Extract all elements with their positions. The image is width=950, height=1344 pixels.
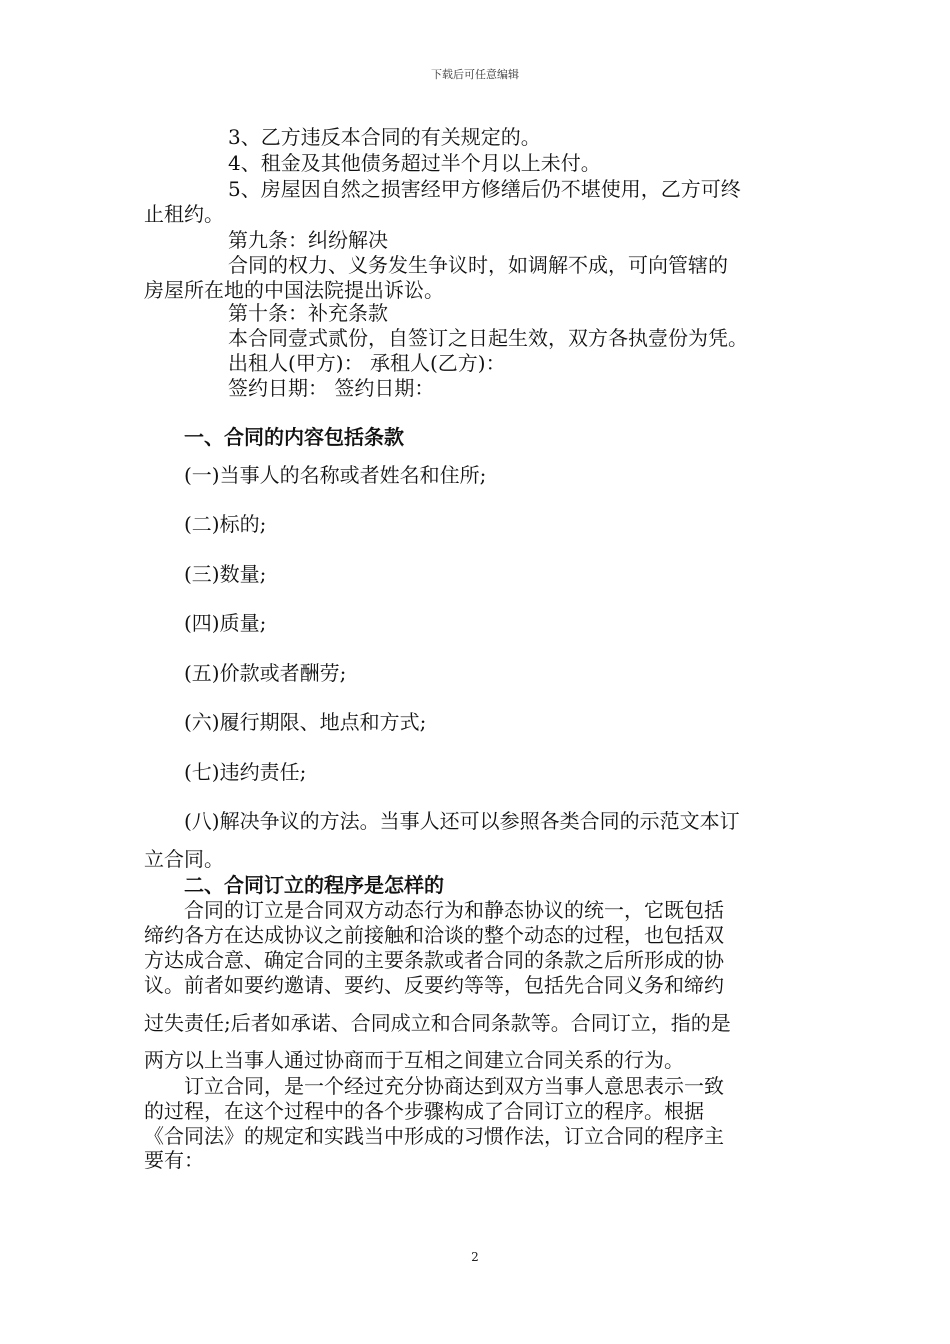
paragraph-line: 缔约各方在达成协议之前接触和洽谈的整个动态的过程，也包括双: [144, 923, 724, 947]
list-item: (二)标的;: [184, 512, 267, 536]
list-item: (八)解决争议的方法。当事人还可以参照各类合同的示范文本订: [184, 809, 740, 833]
clause-line: 房屋所在地的中国法院提出诉讼。: [144, 278, 444, 302]
article-title: 第十条：补充条款: [228, 301, 388, 325]
paragraph-line: 的过程，在这个过程中的各个步骤构成了合同订立的程序。根据: [144, 1099, 704, 1123]
article-title: 第九条：纠纷解决: [228, 228, 388, 252]
paragraph-line: 方达成合意、确定合同的主要条款或者合同的条款之后所形成的协: [144, 948, 724, 972]
clause-line: 本合同壹式贰份，自签订之日起生效，双方各执壹份为凭。: [228, 326, 748, 350]
page-number: 2: [471, 1250, 479, 1264]
paragraph-line: 要有：: [144, 1148, 204, 1172]
paragraph-line: 议。前者如要约邀请、要约、反要约等等，包括先合同义务和缔约: [144, 973, 724, 997]
list-item: (七)违约责任;: [184, 760, 307, 784]
list-item: (五)价款或者酬劳;: [184, 661, 347, 685]
list-item-continuation: 立合同。: [144, 847, 224, 871]
signature-parties: 出租人(甲方)： 承租人(乙方)：: [228, 351, 506, 375]
clause-line: 合同的权力、义务发生争议时，如调解不成，可向管辖的: [228, 253, 728, 277]
page-header: 下载后可任意编辑: [431, 68, 519, 81]
paragraph-line: 《合同法》的规定和实践当中形成的习惯作法，订立合同的程序主: [144, 1124, 724, 1148]
clause-line: 4、租金及其他债务超过半个月以上未付。: [228, 151, 601, 175]
list-item: (四)质量;: [184, 611, 267, 635]
list-item: (六)履行期限、地点和方式;: [184, 710, 427, 734]
section-heading: 二、合同订立的程序是怎样的: [184, 873, 444, 897]
list-item: (一)当事人的名称或者姓名和住所;: [184, 463, 487, 487]
section-heading: 一、合同的内容包括条款: [184, 425, 404, 449]
clause-line: 3、乙方违反本合同的有关规定的。: [228, 125, 541, 149]
paragraph-line: 合同的订立是合同双方动态行为和静态协议的统一，它既包括: [184, 898, 724, 922]
paragraph-line: 两方以上当事人通过协商而于互相之间建立合同关系的行为。: [144, 1048, 684, 1072]
clause-line: 止租约。: [144, 202, 224, 226]
clause-line: 5、房屋因自然之损害经甲方修缮后仍不堪使用，乙方可终: [228, 177, 741, 201]
paragraph-line: 订立合同，是一个经过充分协商达到双方当事人意思表示一致: [184, 1074, 724, 1098]
signature-dates: 签约日期： 签约日期：: [228, 376, 435, 400]
list-item: (三)数量;: [184, 562, 267, 586]
paragraph-line: 过失责任;后者如承诺、合同成立和合同条款等。合同订立，指的是: [144, 1011, 731, 1035]
